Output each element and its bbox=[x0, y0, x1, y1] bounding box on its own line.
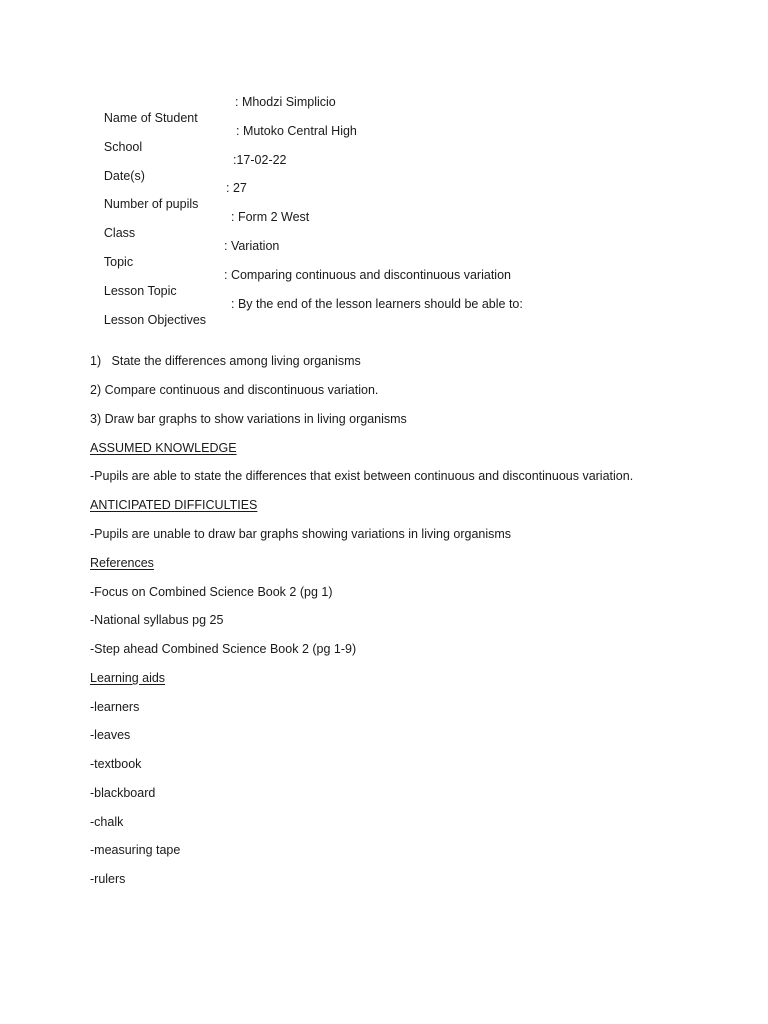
pupils-label: Number of pupils bbox=[103, 197, 199, 211]
learning-aid-item: -learners bbox=[90, 700, 140, 714]
student-name-row bbox=[90, 94, 336, 125]
objectives-row bbox=[90, 296, 523, 327]
topic-value: : Variation bbox=[224, 239, 280, 253]
dates-label: Date(s) bbox=[103, 169, 145, 183]
assumed-knowledge-heading: ASSUMED KNOWLEDGE bbox=[90, 441, 237, 455]
learning-aids-heading: Learning aids bbox=[90, 671, 166, 685]
objective-item: 3) Draw bar graphs to show variations in living organisms bbox=[90, 412, 407, 426]
anticipated-difficulties-heading: ANTICIPATED DIFFICULTIES bbox=[90, 498, 258, 512]
anticipated-difficulties-text: -Pupils are unable to draw bar graphs showing variations in living organisms bbox=[90, 527, 512, 541]
school-row bbox=[90, 123, 357, 154]
pupils-row bbox=[90, 180, 247, 211]
objective-item: 2) Compare continuous and discontinuous variation. bbox=[90, 383, 379, 397]
school-label: School bbox=[103, 140, 143, 154]
dates-row bbox=[90, 152, 287, 183]
references-heading: References bbox=[90, 556, 154, 570]
school-value: : Mutoko Central High bbox=[236, 124, 357, 138]
dates-value: :17-02-22 bbox=[233, 153, 287, 167]
topic-row bbox=[90, 238, 280, 269]
objectives-label: Lesson Objectives bbox=[103, 313, 207, 327]
class-label: Class bbox=[103, 226, 136, 240]
learning-aid-item: -textbook bbox=[90, 757, 142, 771]
objectives-value: : By the end of the lesson learners should be able to: bbox=[231, 297, 523, 311]
pupils-value: : 27 bbox=[226, 181, 247, 195]
learning-aid-item: -rulers bbox=[90, 872, 126, 886]
student-name-label: Name of Student bbox=[103, 111, 198, 125]
class-value: : Form 2 West bbox=[231, 210, 310, 224]
student-name-value: : Mhodzi Simplicio bbox=[235, 95, 336, 109]
lesson-topic-row bbox=[90, 267, 511, 298]
reference-item: -National syllabus pg 25 bbox=[90, 613, 224, 627]
learning-aid-item: -blackboard bbox=[90, 786, 156, 800]
assumed-knowledge-text: -Pupils are able to state the differences that exist between continuous and discontinuous variation. bbox=[90, 469, 634, 483]
reference-item: -Focus on Combined Science Book 2 (pg 1) bbox=[90, 585, 333, 599]
learning-aid-item: -leaves bbox=[90, 728, 131, 742]
learning-aid-item: -measuring tape bbox=[90, 843, 181, 857]
lesson-topic-value: : Comparing continuous and discontinuous variation bbox=[224, 268, 511, 282]
topic-label: Topic bbox=[103, 255, 134, 269]
lesson-topic-label: Lesson Topic bbox=[103, 284, 177, 298]
class-row bbox=[90, 209, 310, 240]
learning-aid-item: -chalk bbox=[90, 815, 124, 829]
objective-item: 1) State the differences among living organisms bbox=[90, 354, 361, 368]
reference-item: -Step ahead Combined Science Book 2 (pg 1-9) bbox=[90, 642, 357, 656]
